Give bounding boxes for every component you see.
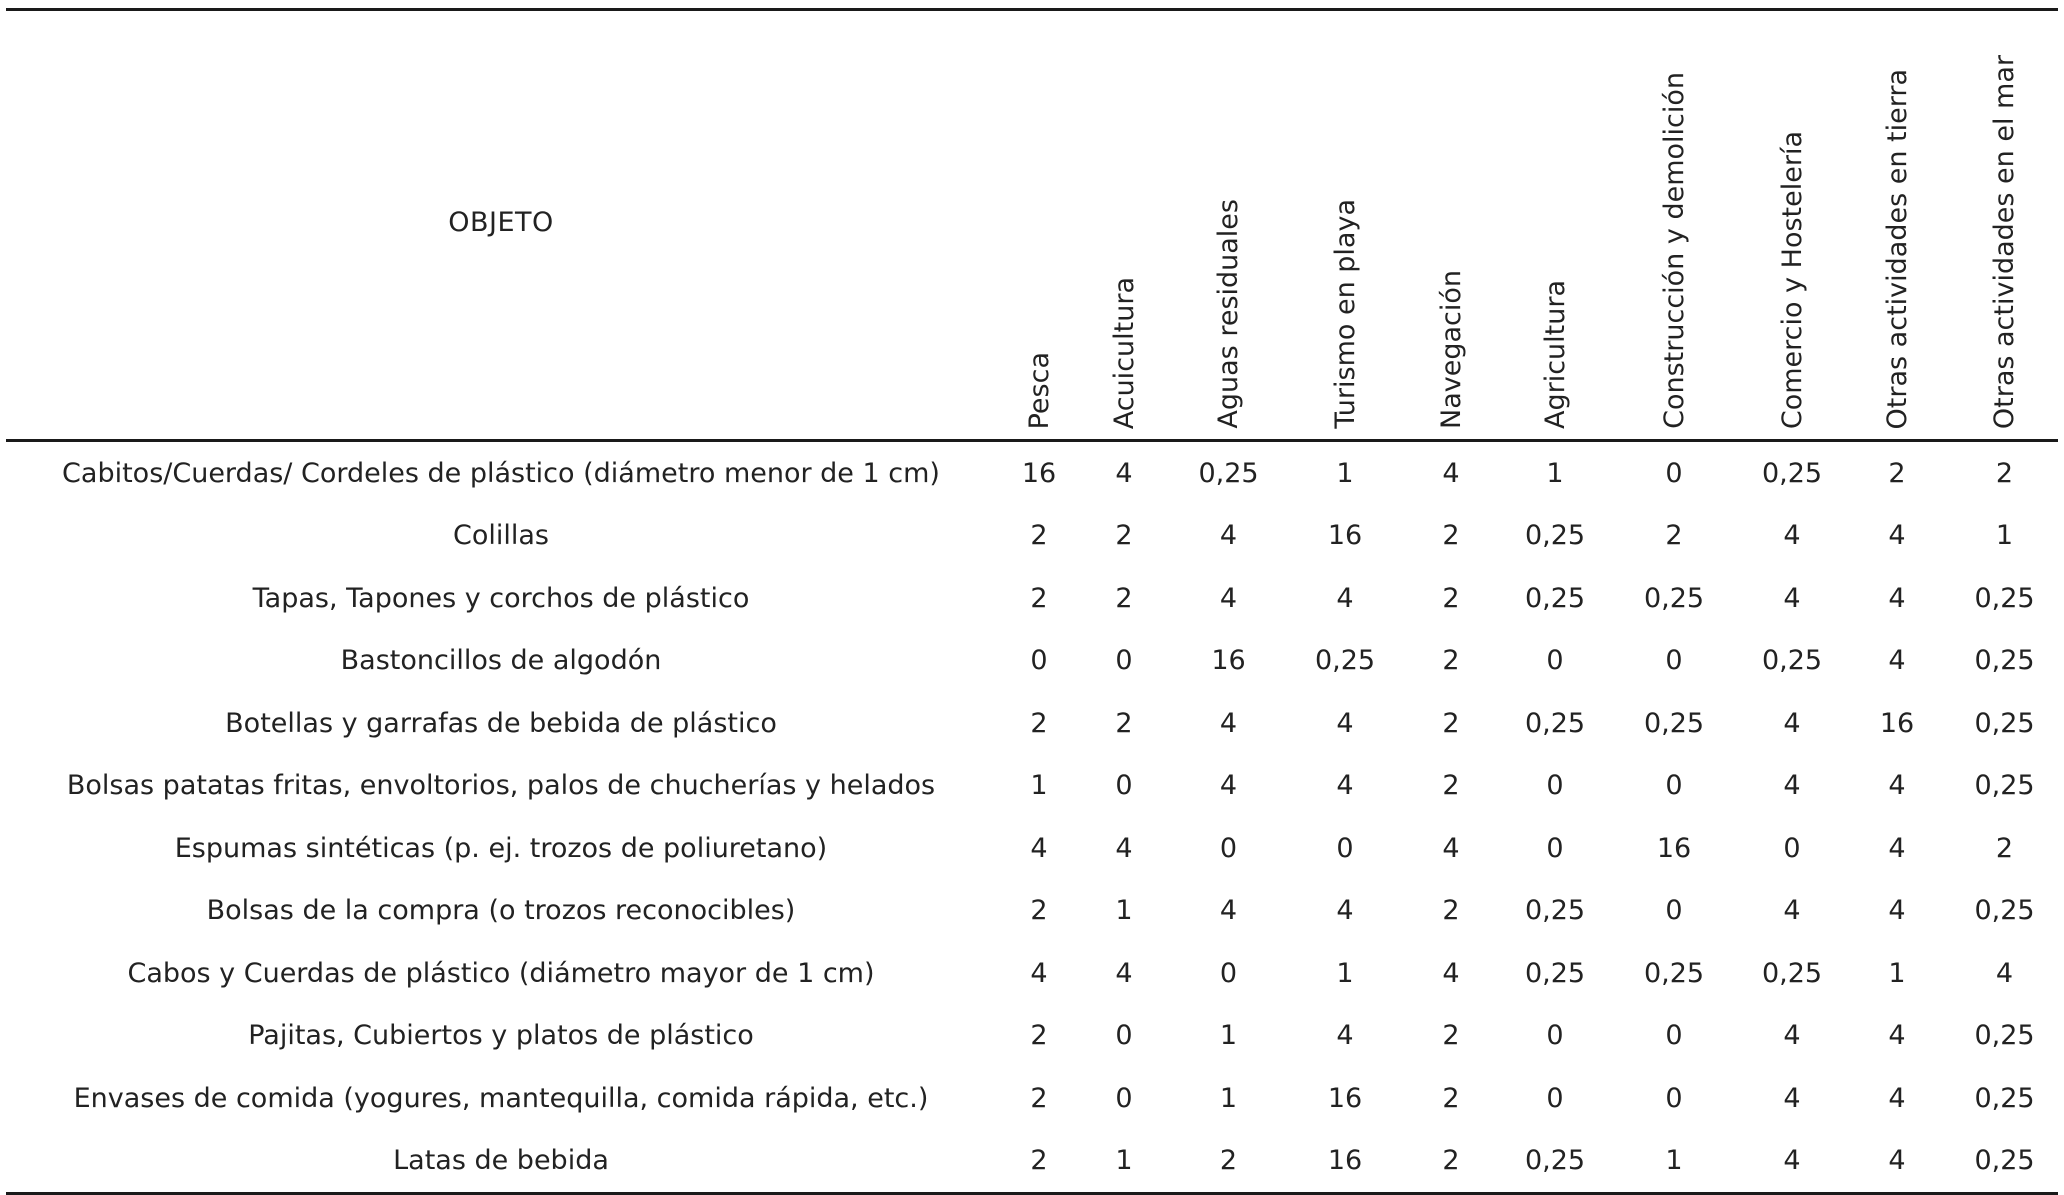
data-table-container	[6, 8, 2058, 1195]
column-header-label: Agricultura	[1539, 279, 1571, 429]
table-cell-value: 2	[1115, 707, 1133, 739]
table-header-row	[6, 10, 2058, 441]
table-row	[6, 942, 2058, 1005]
table-cell-value: 4	[1030, 832, 1048, 864]
table-cell-value: 16	[1211, 645, 1246, 677]
column-header-label: Pesca	[1023, 351, 1055, 429]
table-cell-value: 0	[1336, 832, 1354, 864]
table-cell-object: Envases de comida (yogures, mantequilla, comida rápida, etc.)	[73, 1082, 929, 1114]
table-cell-value: 0,25	[1974, 770, 2035, 802]
table-cell-value: 4	[1219, 707, 1238, 739]
table-cell-object: Tapas, Tapones y corchos de plástico	[252, 582, 750, 614]
table-cell-value: 4	[1442, 832, 1460, 864]
column-header-label: Otras actividades en el mar	[1989, 54, 2020, 429]
table-cell-value: 0	[1030, 645, 1048, 677]
table-cell-value: 4	[1783, 1145, 1801, 1177]
table-cell-value: 0	[1665, 1082, 1683, 1114]
table-cell-value: 0,25	[1761, 645, 1823, 677]
table-cell-value: 16	[1021, 457, 1057, 489]
objects-by-source-table	[6, 8, 2058, 1195]
table-cell-value: 0,25	[1974, 582, 2035, 614]
column-header-label: Aguas residuales	[1213, 199, 1244, 429]
table-cell-value: 4	[1219, 582, 1238, 614]
table-cell-value: 0,25	[1314, 645, 1376, 677]
table-cell-value: 16	[1327, 520, 1363, 552]
table-cell-value: 0	[1219, 957, 1238, 989]
table-cell-value: 0	[1665, 645, 1683, 677]
table-cell-value: 1	[1030, 770, 1048, 802]
table-cell-value: 1	[1219, 1082, 1238, 1114]
table-cell-value: 0,25	[1524, 895, 1586, 927]
table-cell-object: Bolsas de la compra (o trozos reconocibles)	[206, 895, 796, 927]
table-cell-value: 2	[1030, 582, 1048, 614]
table-row	[6, 1005, 2058, 1068]
table-cell-object: Bolsas patatas fritas, envoltorios, palos de chucherías y helados	[66, 770, 936, 802]
column-header-label: OBJETO	[448, 207, 554, 238]
table-cell-value: 1	[1546, 457, 1564, 489]
table-cell-object: Cabos y Cuerdas de plástico (diámetro mayor de 1 cm)	[127, 957, 875, 989]
table-cell-value: 4	[1442, 457, 1460, 489]
table-cell-value: 4	[1888, 645, 1906, 677]
table-cell-value: 1	[1115, 895, 1133, 927]
table-cell-value: 1	[1219, 1020, 1238, 1052]
table-cell-value: 0,25	[1974, 1020, 2035, 1052]
table-cell-value: 0,25	[1974, 1145, 2035, 1177]
table-cell-value: 0	[1546, 645, 1564, 677]
table-cell-value: 4	[1888, 832, 1906, 864]
table-cell-object: Colillas	[453, 520, 549, 552]
table-cell-value: 2	[1030, 707, 1048, 739]
table-cell-value: 1	[1888, 957, 1906, 989]
table-cell-value: 4	[1888, 770, 1906, 802]
table-cell-value: 4	[1888, 1082, 1906, 1114]
column-header-acuicultura	[1082, 10, 1166, 441]
table-cell-value: 4	[1783, 1082, 1801, 1114]
table-cell-value: 2	[1030, 1145, 1048, 1177]
table-row	[6, 817, 2058, 880]
table-cell-value: 0,25	[1974, 895, 2035, 927]
table-cell-value: 16	[1879, 707, 1915, 739]
table-cell-value: 2	[1442, 770, 1460, 802]
table-cell-object: Pajitas, Cubiertos y platos de plástico	[248, 1020, 754, 1052]
table-cell-value: 4	[1336, 770, 1354, 802]
table-cell-value: 4	[1783, 895, 1801, 927]
table-cell-value: 0	[1665, 895, 1683, 927]
table-cell-value: 4	[1783, 520, 1801, 552]
table-row	[6, 505, 2058, 568]
column-header-pesca	[996, 10, 1082, 441]
table-cell-value: 0,25	[1761, 957, 1823, 989]
table-cell-value: 1	[1336, 457, 1354, 489]
table-cell-value: 0,25	[1643, 957, 1705, 989]
table-cell-value: 0	[1219, 832, 1238, 864]
table-cell-value: 4	[1783, 1020, 1801, 1052]
column-header-label: Otras actividades en tierra	[1881, 68, 1913, 429]
table-cell-value: 0	[1115, 645, 1133, 677]
table-cell-value: 16	[1327, 1082, 1363, 1114]
table-cell-value: 0	[1546, 770, 1564, 802]
table-cell-value: 2	[1995, 832, 2014, 864]
column-header-otras-tierra	[1843, 10, 1951, 441]
column-header-aguas-residuales	[1166, 10, 1291, 441]
table-cell-value: 2	[1665, 520, 1683, 552]
table-cell-value: 0,25	[1761, 457, 1823, 489]
table-cell-value: 1	[1336, 957, 1354, 989]
table-cell-value: 0,25	[1524, 957, 1586, 989]
table-cell-value: 0,25	[1643, 707, 1705, 739]
table-cell-value: 4	[1888, 520, 1906, 552]
table-cell-value: 2	[1115, 582, 1133, 614]
table-cell-value: 4	[1336, 895, 1354, 927]
table-cell-value: 2	[1888, 457, 1906, 489]
table-cell-value: 16	[1656, 832, 1692, 864]
table-cell-value: 2	[1995, 457, 2014, 489]
table-cell-object: Bastoncillos de algodón	[340, 645, 662, 677]
column-header-comercio	[1741, 10, 1843, 441]
table-cell-value: 4	[1219, 895, 1238, 927]
table-cell-value: 4	[1336, 1020, 1354, 1052]
table-cell-value: 4	[1783, 582, 1801, 614]
table-cell-object: Botellas y garrafas de bebida de plástico	[225, 707, 777, 739]
table-cell-value: 0	[1115, 1020, 1133, 1052]
table-cell-object: Latas de bebida	[393, 1145, 609, 1177]
table-cell-value: 0	[1665, 457, 1683, 489]
table-cell-value: 0	[1115, 770, 1133, 802]
column-header-label: Navegación	[1435, 270, 1467, 429]
table-cell-value: 0,25	[1643, 582, 1705, 614]
column-header-otras-mar	[1951, 10, 2058, 441]
table-row	[6, 755, 2058, 818]
table-cell-value: 4	[1888, 895, 1906, 927]
table-cell-value: 2	[1219, 1145, 1238, 1177]
column-header-agricultura	[1503, 10, 1607, 441]
table-cell-value: 2	[1442, 582, 1460, 614]
table-cell-value: 1	[1995, 520, 2014, 552]
table-cell-value: 1	[1665, 1145, 1683, 1177]
table-cell-value: 0	[1115, 1082, 1133, 1114]
table-cell-value: 2	[1442, 1082, 1460, 1114]
table-cell-value: 0,25	[1198, 457, 1259, 489]
table-cell-value: 4	[1888, 1145, 1906, 1177]
table-cell-value: 2	[1442, 520, 1460, 552]
table-cell-value: 2	[1030, 1082, 1048, 1114]
table-cell-value: 0,25	[1524, 1145, 1586, 1177]
table-cell-value: 2	[1030, 520, 1048, 552]
table-row	[6, 1067, 2058, 1130]
table-cell-value: 4	[1336, 582, 1354, 614]
table-cell-value: 16	[1327, 1145, 1363, 1177]
table-cell-value: 4	[1219, 770, 1238, 802]
table-body	[6, 441, 2058, 1194]
table-cell-value: 4	[1442, 957, 1460, 989]
table-cell-value: 0	[1665, 770, 1683, 802]
table-cell-value: 2	[1030, 895, 1048, 927]
table-row	[6, 880, 2058, 943]
table-cell-value: 4	[1115, 457, 1133, 489]
table-cell-value: 2	[1442, 707, 1460, 739]
table-cell-value: 0	[1665, 1020, 1683, 1052]
table-cell-object: Cabitos/Cuerdas/ Cordeles de plástico (diámetro menor de 1 cm)	[62, 457, 940, 489]
table-row	[6, 630, 2058, 693]
table-cell-object: Espumas sintéticas (p. ej. trozos de poliuretano)	[174, 832, 828, 864]
table-cell-value: 2	[1442, 895, 1460, 927]
table-cell-value: 4	[1336, 707, 1354, 739]
table-cell-value: 0,25	[1524, 707, 1586, 739]
table-cell-value: 0,25	[1974, 645, 2035, 677]
column-header-label: Acuicultura	[1108, 276, 1140, 429]
table-cell-value: 0	[1546, 832, 1564, 864]
table-cell-value: 4	[1888, 582, 1906, 614]
column-header-turismo-en-playa	[1291, 10, 1399, 441]
table-cell-value: 2	[1115, 520, 1133, 552]
table-cell-value: 0,25	[1974, 1082, 2035, 1114]
table-cell-value: 4	[1115, 957, 1133, 989]
table-cell-value: 0,25	[1974, 707, 2035, 739]
table-cell-value: 4	[1888, 1020, 1906, 1052]
table-cell-value: 0	[1783, 832, 1801, 864]
column-header-label: Comercio y Hostelería	[1776, 130, 1808, 429]
table-cell-value: 4	[1783, 707, 1801, 739]
table-row	[6, 1130, 2058, 1194]
column-header-navegacion	[1399, 10, 1503, 441]
table-row	[6, 567, 2058, 630]
table-cell-value: 0	[1546, 1020, 1564, 1052]
table-cell-value: 4	[1783, 770, 1801, 802]
column-header-label: Construcción y demolición	[1658, 72, 1690, 429]
table-cell-value: 2	[1030, 1020, 1048, 1052]
table-cell-value: 1	[1115, 1145, 1133, 1177]
column-header-label: Turismo en playa	[1329, 199, 1361, 429]
table-row	[6, 441, 2058, 505]
table-cell-value: 0,25	[1524, 520, 1586, 552]
column-header-objeto	[6, 10, 996, 441]
column-header-construccion	[1607, 10, 1741, 441]
table-cell-value: 0	[1546, 1082, 1564, 1114]
table-cell-value: 2	[1442, 1020, 1460, 1052]
table-cell-value: 2	[1442, 1145, 1460, 1177]
table-cell-value: 2	[1442, 645, 1460, 677]
table-row	[6, 692, 2058, 755]
table-cell-value: 4	[1030, 957, 1048, 989]
table-cell-value: 4	[1995, 957, 2014, 989]
table-cell-value: 0,25	[1524, 582, 1586, 614]
table-cell-value: 4	[1219, 520, 1238, 552]
table-cell-value: 4	[1115, 832, 1133, 864]
